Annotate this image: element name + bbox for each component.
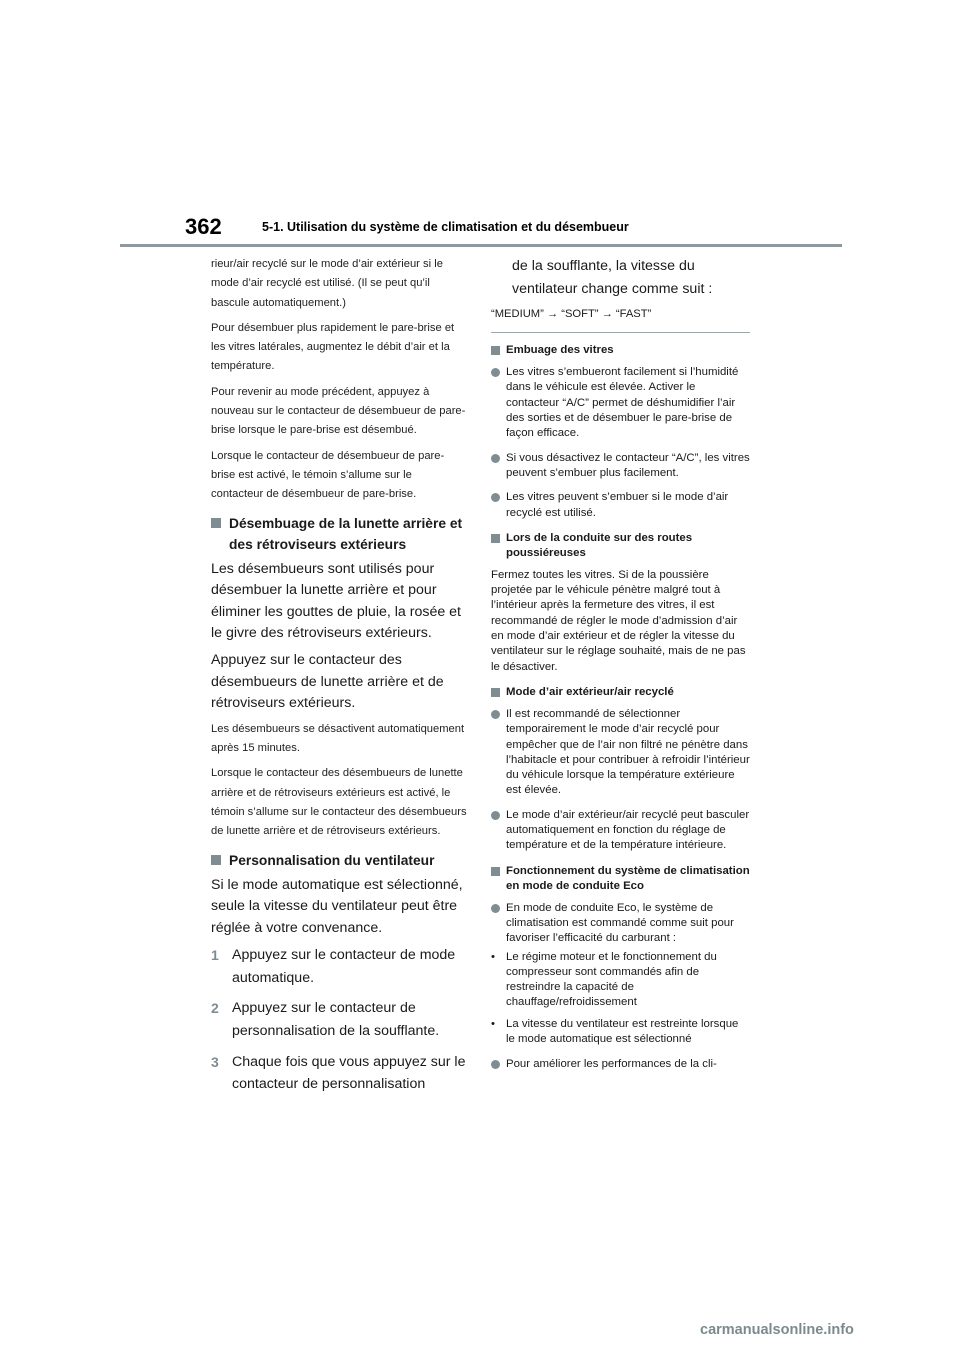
square-bullet-icon <box>211 855 221 865</box>
body-text: Si le mode automatique est sélectionné, seule la vitesse du ventilateur peut être réglée à votre convenance. <box>211 876 463 936</box>
circle-bullet-icon <box>491 1060 500 1069</box>
sub-bullet-text: Le régime moteur et le fonctionnement du compresseur sont commandés afin de restreindre la capacité de chauffage/refroidissement <box>506 950 717 1009</box>
circle-bullet-icon <box>491 811 500 820</box>
page-header <box>0 0 960 250</box>
body-text: Fermez toutes les vitres. Si de la poussière projetée par le véhicule pénètre malgré tout à l’intérieur après la fermeture des vitres, il est recommandé de régler le mode d’admission d’air en mode d’air extérieur et de régler la vitesse du ventilateur sur le réglage souhaité, mais de ne pas le désactiver. <box>491 568 746 673</box>
heading-text: Lors de la conduite sur des routes poussiéreuses <box>506 531 693 559</box>
circle-bullet-icon <box>491 454 500 463</box>
heading-eco-mode <box>491 864 750 894</box>
note-text: Lorsque le contacteur des désembueurs de lunette arrière et de rétroviseurs extérieurs est activé, le témoin s’allume sur le contacteur des désembueurs de lunette arrière et de rétroviseurs extérieurs. <box>211 767 467 838</box>
note-text: Pour revenir au mode précédent, appuyez à nouveau sur le contacteur de désembueur de pare-brise lorsque le pare-brise est désembué. <box>211 385 466 437</box>
bullet-item <box>491 490 750 521</box>
bullet-text: Le mode d’air extérieur/air recyclé peut basculer automatiquement en fonction du réglage de température et de la température intérieure. <box>506 808 750 852</box>
note-text: Lorsque le contacteur de désembueur de pare-brise est activé, le témoin s’allume sur le contacteur de désembueur de pare-brise. <box>211 449 445 501</box>
right-column <box>491 255 750 1082</box>
step-continuation <box>512 255 750 300</box>
speed-sequence: “MEDIUM” → “SOFT” → “FAST” <box>491 308 652 321</box>
watermark-link[interactable]: carmanualsonline.info <box>700 1322 854 1338</box>
step-item <box>211 944 467 989</box>
bullet-item <box>491 451 750 482</box>
bullet-text: Si vous désactivez le contacteur “A/C”, les vitres peuvent s’embuer plus facilement. <box>506 451 750 479</box>
bullet-item <box>491 365 750 441</box>
heading-text: Personnalisation du ventilateur <box>229 852 435 868</box>
page-number: 362 <box>185 214 222 239</box>
bullet-text: En mode de conduite Eco, le système de climatisation est commandé comme suit pour favoriser l’efficacité du carburant : <box>506 901 734 945</box>
divider <box>491 332 750 333</box>
step-number: 2 <box>211 1000 219 1017</box>
section-heading-fan-customization <box>211 850 467 871</box>
square-bullet-icon <box>491 867 500 876</box>
step-text: de la soufflante, la vitesse du ventilateur change comme suit : <box>512 258 713 297</box>
note-text: rieur/air recyclé sur le mode d’air extérieur si le mode d’air recyclé est utilisé. (Il se peut qu’il bascule automatiquement.) <box>211 258 443 309</box>
step-item <box>211 997 467 1042</box>
header-rule <box>120 244 842 247</box>
sub-bullet-item <box>491 950 750 1011</box>
bullet-text: Pour améliorer les performances de la cli- <box>506 1058 717 1071</box>
note-text: Les désembueurs se désactivent automatiquement après 15 minutes. <box>211 722 465 755</box>
sub-bullet-text: La vitesse du ventilateur est restreinte lorsque le mode automatique est sélectionné <box>506 1017 739 1045</box>
heading-text: Embuage des vitres <box>506 344 614 357</box>
bullet-item <box>491 1057 750 1072</box>
heading-text: Mode d’air extérieur/air recyclé <box>506 685 674 698</box>
square-bullet-icon <box>491 688 500 697</box>
bullet-text: Les vitres peuvent s’embuer si le mode d’air recyclé est utilisé. <box>506 491 729 519</box>
square-bullet-icon <box>491 534 500 543</box>
sub-bullet-item <box>491 1017 750 1048</box>
heading-air-mode <box>491 685 750 700</box>
bullet-item <box>491 707 750 799</box>
circle-bullet-icon <box>491 904 500 913</box>
heading-text: Fonctionnement du système de climatisation en mode de conduite Eco <box>506 864 750 892</box>
body-text: Les désembueurs sont utilisés pour désembuer la lunette arrière et pour éliminer les gouttes de pluie, la rosée et le givre des rétroviseurs extérieurs. <box>211 560 461 642</box>
step-item <box>211 1051 467 1096</box>
sub-bullet-mark: • <box>491 1017 495 1030</box>
section-heading-rear-defogger <box>211 513 467 555</box>
bullet-text: Les vitres s’embueront facilement si l’humidité dans le véhicule est élevée. Activer le contacteur “A/C” permet de déshumidifier l’air des sorties et de désembuer le pare-brise de façon efficace. <box>506 366 739 440</box>
step-text: Appuyez sur le contacteur de mode automatique. <box>232 947 456 986</box>
bullet-text: Il est recommandé de sélectionner temporairement le mode d’air recyclé pour empêcher que de l’air non filtré ne pénètre dans l’habitacle et pour contribuer à refroidir l’intérieur du véhicule lorsque la température extérieure est élevée. <box>506 707 750 797</box>
heading-text: Désembuage de la lunette arrière et des rétroviseurs extérieurs <box>229 515 463 552</box>
square-bullet-icon <box>491 346 500 355</box>
bullet-item <box>491 808 750 854</box>
circle-bullet-icon <box>491 493 500 502</box>
left-column <box>211 255 467 1104</box>
section-title: 5-1. Utilisation du système de climatisation et du désembueur <box>262 220 629 234</box>
step-number: 1 <box>211 947 219 964</box>
step-number: 3 <box>211 1053 219 1070</box>
bullet-item <box>491 901 750 947</box>
circle-bullet-icon <box>491 710 500 719</box>
heading-window-fogging <box>491 343 750 358</box>
body-text: Appuyez sur le contacteur des désembueurs de lunette arrière et de rétroviseurs extérieurs. <box>211 651 444 712</box>
step-text: Appuyez sur le contacteur de personnalisation de la soufflante. <box>232 1000 440 1040</box>
square-bullet-icon <box>211 518 221 528</box>
heading-dusty-roads <box>491 531 750 561</box>
circle-bullet-icon <box>491 368 500 377</box>
note-text: Pour désembuer plus rapidement le pare-brise et les vitres latérales, augmentez le débit d’air et la température. <box>211 321 455 373</box>
sub-bullet-mark: • <box>491 950 495 963</box>
step-text: Chaque fois que vous appuyez sur le contacteur de personnalisation <box>232 1053 466 1093</box>
